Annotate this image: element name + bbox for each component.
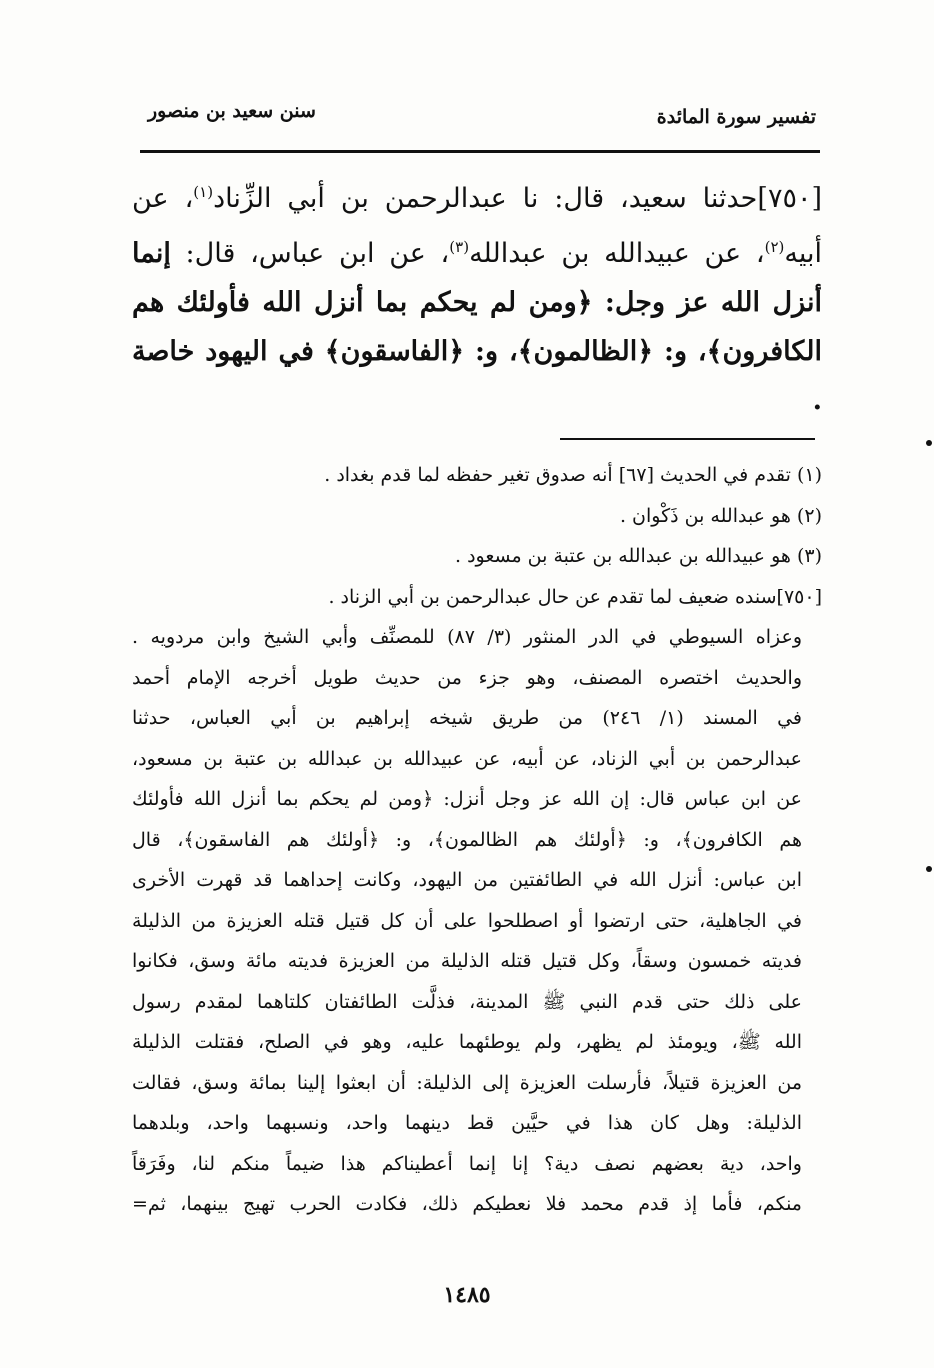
- footnote-3: (٣) هو عبيدالله بن عبدالله بن عتبة بن مسعود .: [454, 545, 822, 567]
- hadith-number: [٧٥٠]: [757, 183, 822, 214]
- footnotes-section: [132, 455, 822, 1225]
- hadith-text: [132, 168, 822, 425]
- hadith-chain-part-2: ، عن أبيه: [132, 183, 822, 269]
- commentary-line: وعزاه السيوطي في الدر المنثور (٣/ ٨٧) للمصنِّف وأبي الشيخ وابن مردويه .: [132, 626, 802, 648]
- page-number: ١٤٨٥: [443, 1282, 491, 1308]
- commentary-line: منكم، فأما إذ قدم محمد فلا نعطيكم ذلك، فكادت الحرب تهيج بينهما، ثم=: [132, 1193, 802, 1215]
- commentary-line: عبدالرحمن بن أبي الزناد، عن أبيه، عن عبيدالله بن عبدالله بن عتبة بن مسعود،: [132, 747, 802, 770]
- hadith-matn: إنما أنزل الله عز وجل: ﴿ومن لم يحكم بما أنزل الله فأولئك هم الكافرون﴾، و: ﴿الظالمون﴾، و: ﴿الفاسقون﴾ في اليهود خاصة .: [132, 238, 822, 416]
- scan-margin-mark: [926, 440, 932, 446]
- running-header-book: سنن سعيد بن منصور: [148, 100, 316, 122]
- footnote-ref-3: (٣): [449, 238, 470, 256]
- commentary-line: في الجاهلية، حتى ارتضوا أو اصطلحوا على أن كل قتيل قتله العزيزة من الذليلة: [132, 909, 802, 932]
- footnote-divider: [560, 438, 815, 440]
- commentary-line: الذليلة: وهل كان هذا في حيَّين قط دينهما واحد، ونسبهما واحد، وبلدهما: [132, 1112, 802, 1134]
- scan-margin-mark: [926, 866, 932, 872]
- footnote-takhrij-750: [٧٥٠]سنده ضعيف لما تقدم عن حال عبدالرحمن بن أبي الزناد .: [328, 585, 822, 608]
- commentary-line: والحديث اختصره المصنف، وهو جزء من حديث طويل أخرجه الإمام أحمد: [132, 666, 802, 689]
- footnote-2: (٢) هو عبدالله بن ذَكْوان .: [619, 504, 822, 527]
- commentary-line: من العزيزة قتيلاً، فأرسلت العزيزة إلى الذليلة: أن ابعثوا إلينا بمائة وسق، فقالت: [132, 1071, 802, 1094]
- footnote-ref-2: (٢): [764, 238, 785, 256]
- commentary-line: في المسند (١/ ٢٤٦) من طريق شيخه إبراهيم بن أبي العباس، حدثنا: [132, 707, 802, 729]
- commentary-line: واحد، دية بعضهم نصف دية؟ إنا إنما أعطيناكم هذا ضيماً منكم لنا، وفَرَقاً: [132, 1152, 802, 1175]
- hadith-chain-part-1: حدثنا سعيد، قال: نا عبدالرحمن بن أبي الزِّناد: [213, 183, 758, 214]
- commentary-line: عن ابن عباس قال: إن الله عز وجل أنزل: ﴿ومن لم يحكم بما أنزل الله فأولئك: [132, 788, 802, 810]
- footnote-ref-1: (١): [193, 183, 214, 201]
- hadith-chain-part-3: ، عن عبيدالله بن عبدالله: [469, 238, 765, 269]
- footnote-1: (١) تقدم في الحديث [٦٧] أنه صدوق تغير حفظه لما قدم بغداد .: [324, 464, 822, 486]
- commentary-line: فديته خمسون وسقاً، وكل قتيل قتله الذليلة من العزيزة فديته مائة وسق، فكانوا: [132, 950, 802, 972]
- commentary-line: ابن عباس: أنزل الله في الطائفتين من اليهود، وكانت إحداهما قد قهرت الأخرى: [132, 869, 802, 891]
- hadith-chain-part-4: ، عن ابن عباس، قال:: [170, 238, 450, 269]
- commentary-line: على ذلك حتى قدم النبي ﷺ المدينة، فذلَّت الطائفتان كلتاهما لمقدم رسول: [132, 990, 802, 1013]
- running-header-surah: تفسير سورة المائدة: [656, 106, 816, 128]
- commentary-line: الله ﷺ، ويومئذ لم يظهر، ولم يوطئهما عليه، وهو في الصلح، فقتلت الذليلة: [132, 1031, 802, 1053]
- commentary-line: هم الكافرون﴾، و: ﴿أولئك هم الظالمون﴾، و: ﴿أولئك هم الفاسقون﴾، قال: [132, 828, 802, 851]
- header-divider: [140, 150, 820, 153]
